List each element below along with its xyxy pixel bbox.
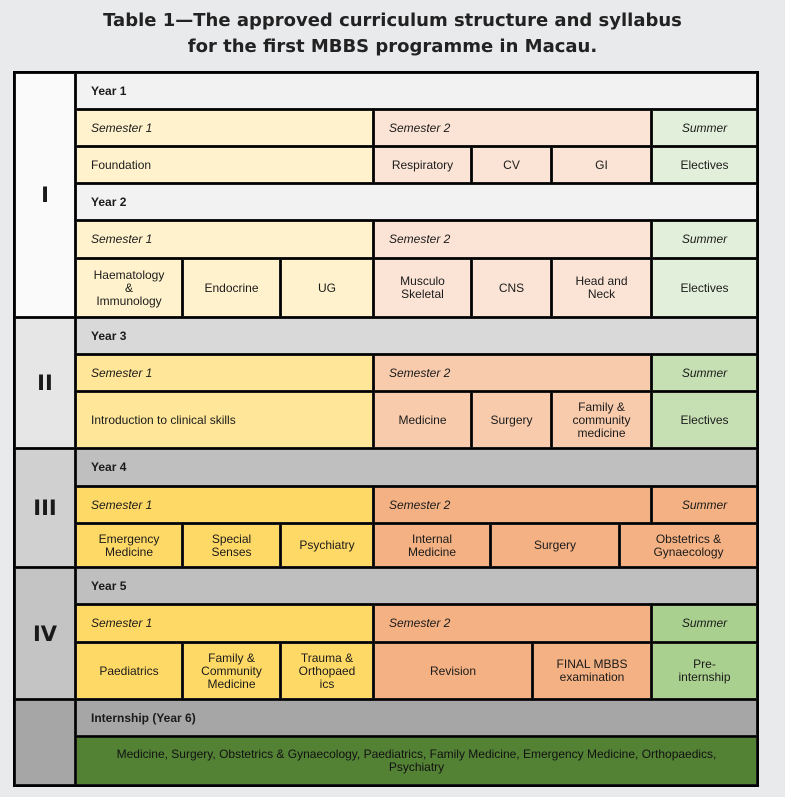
year4-header: Year 4 [76, 449, 757, 486]
year5-pre-internship: Pre- internship [652, 643, 757, 699]
year1-foundation: Foundation [76, 147, 373, 183]
year1-header: Year 1 [76, 73, 757, 109]
year2-haematology: Haematology & Immunology [76, 259, 182, 317]
year5-paediatrics: Paediatrics [76, 643, 182, 699]
table-title-line2: for the first MBBS programme in Macau. [187, 36, 598, 57]
year2-musculoskeletal: Musculo Skeletal [374, 259, 471, 317]
year4-special-senses: Special Senses [183, 524, 280, 567]
year3-header: Year 3 [76, 318, 757, 354]
year1-respiratory: Respiratory [374, 147, 471, 183]
year1-summer: Summer [652, 110, 757, 146]
year5-semester1: Semester 1 [76, 605, 373, 642]
year3-semester2: Semester 2 [374, 355, 651, 391]
year1-gi: GI [552, 147, 651, 183]
year5-semester2: Semester 2 [374, 605, 651, 642]
year2-semester2: Semester 2 [374, 221, 651, 258]
year1-semester2: Semester 2 [374, 110, 651, 146]
year2-summer: Summer [652, 221, 757, 258]
table-title [0, 8, 785, 60]
phase-label-4: IV [15, 568, 75, 699]
year3-electives: Electives [652, 392, 757, 448]
year2-head-and-neck: Head and Neck [552, 259, 651, 317]
phase-label-5 [15, 700, 75, 785]
phase-label-3: III [15, 449, 75, 567]
year4-emergency-medicine: Emergency Medicine [76, 524, 182, 567]
year3-surgery: Surgery [472, 392, 551, 448]
year5-header: Year 5 [76, 568, 757, 604]
year4-semester2: Semester 2 [374, 487, 651, 523]
phase-label-1: I [15, 73, 75, 317]
table-title-line1: Table 1—The approved curriculum structure and syllabus [103, 10, 682, 31]
year4-psychiatry: Psychiatry [281, 524, 373, 567]
year2-ug: UG [281, 259, 373, 317]
year1-electives: Electives [652, 147, 757, 183]
year3-family-community-medicine: Family & community medicine [552, 392, 651, 448]
year2-cns: CNS [472, 259, 551, 317]
year4-summer: Summer [652, 487, 757, 523]
year2-electives: Electives [652, 259, 757, 317]
year5-final-mbbs-exam: FINAL MBBS examination [533, 643, 651, 699]
year1-semester1: Semester 1 [76, 110, 373, 146]
year3-semester1: Semester 1 [76, 355, 373, 391]
year4-semester1: Semester 1 [76, 487, 373, 523]
year3-summer: Summer [652, 355, 757, 391]
year3-intro-clinical-skills: Introduction to clinical skills [76, 392, 373, 448]
year2-header: Year 2 [76, 184, 757, 220]
year2-semester1: Semester 1 [76, 221, 373, 258]
year4-surgery: Surgery [491, 524, 619, 567]
curriculum-table [13, 71, 759, 787]
year5-summer: Summer [652, 605, 757, 642]
phase-label-2: II [15, 318, 75, 448]
internship-header: Internship (Year 6) [76, 700, 757, 736]
year2-endocrine: Endocrine [183, 259, 280, 317]
year4-internal-medicine: Internal Medicine [374, 524, 490, 567]
year4-obstetrics-gynaecology: Obstetrics & Gynaecology [620, 524, 757, 567]
year5-family-community-medicine: Family & Community Medicine [183, 643, 280, 699]
internship-rotations: Medicine, Surgery, Obstetrics & Gynaecology, Paediatrics, Family Medicine, Emergency Medicine, Orthopaedics, Psychiatry [76, 737, 757, 785]
year3-medicine: Medicine [374, 392, 471, 448]
year5-trauma-orthopaedics: Trauma & Orthopaed ics [281, 643, 373, 699]
year5-revision: Revision [374, 643, 532, 699]
year1-cv: CV [472, 147, 551, 183]
